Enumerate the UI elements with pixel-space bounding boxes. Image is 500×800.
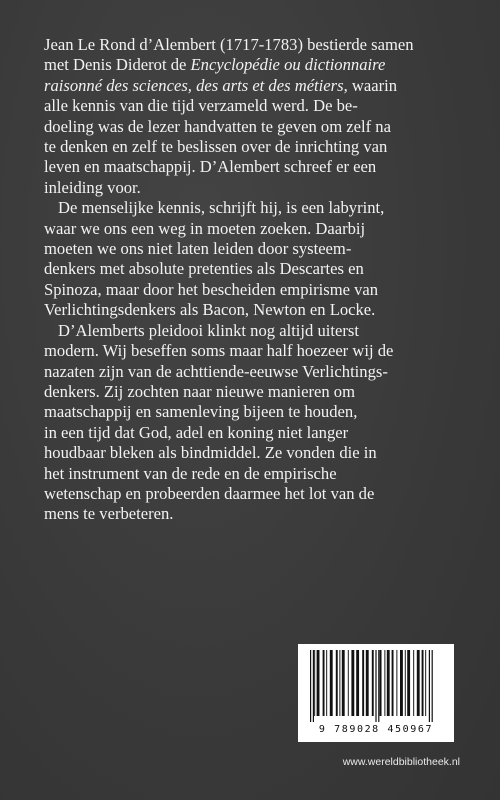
barcode-bar [310,650,311,722]
isbn-digits: 9 789028 450967 [318,724,434,735]
blurb-paragraph-2 [44,198,464,320]
publisher-website: www.wereldbibliotheek.nl [342,756,460,768]
blurb-line: moeten we ons niet laten leiden door systeem- [44,239,352,259]
barcode-bar [317,650,320,716]
blurb-line: Verlichtingsdenkers als Bacon, Newton en Locke. [44,300,376,320]
barcode-bar [356,650,359,716]
barcode-bar [313,650,314,722]
barcode-bar [323,650,325,716]
blurb-line: doeling was de lezer handvatten te geven om zelf na [44,116,391,136]
barcode-bar [392,650,394,716]
blurb-paragraph-3 [44,321,464,525]
book-title-italic: Encyclopédie ou dictionnaire [190,55,386,75]
blurb-line: nazaten zijn van de achttiende-eeuwse Verlichtings- [44,361,388,381]
barcode-bar [314,650,315,716]
barcode-bar [362,650,364,716]
barcode-bar [432,650,433,722]
barcode-bar [407,650,410,716]
barcode-bar [348,650,349,716]
blurb-line: waar we ons een weg in moeten zoeken. Daarbij [44,218,366,238]
barcode-bar [429,650,430,722]
book-title-italic: raisonné des sciences, des arts et des métiers [44,75,344,95]
blurb-line: wetenschap en probeerden daarmee het lot van de [44,483,375,503]
blurb-line: Spinoza, maar door het bescheiden empirisme van [44,279,379,299]
barcode-bar [422,650,424,716]
blurb-line: het instrument van de rede en de empirische [44,463,337,483]
blurb-line: Jean Le Rond d’Alembert (1717-1783) bestierde samen [44,35,414,54]
blurb-line: leven en maatschappij. D’Alembert schreef er een [44,157,377,177]
barcode-bar [326,650,327,716]
barcode-bar [372,650,374,716]
barcode-bar [366,650,369,716]
blurb-line: D’Alemberts pleidooi klinkt nog altijd uiterst [58,320,359,340]
barcode-bar [384,650,385,716]
blurb-line-part: met Denis Diderot de [44,55,191,75]
barcode-bar [378,650,379,722]
blurb-line-part: , waarin [343,75,398,95]
barcode-bar [351,650,354,716]
barcode-bar [396,650,397,716]
barcode-bar [336,650,338,716]
barcode-bar [342,650,345,716]
blurb-line: mens te verbeteren. [44,504,174,524]
barcode-bar [405,650,406,716]
blurb-line [44,55,464,75]
barcode-bar [330,650,333,716]
blurb-line: De menselijke kennis, schrijft hij, is een labyrint, [58,198,385,218]
barcode-bar [380,650,382,716]
barcode-bar [425,650,426,716]
blurb-line: denkers met absolute pretenties als Descartes en [44,259,364,279]
barcode-bar [400,650,403,716]
barcode-bar [417,650,420,716]
blurb-paragraph-1 [44,35,464,198]
blurb-text [44,35,464,525]
blurb-line: te denken en zelf te beslissen over de inrichting van [44,137,388,157]
barcode-bar [387,650,390,716]
barcode-bar [413,650,414,716]
blurb-line: modern. Wij beseffen soms maar half hoezeer wij de [44,341,394,361]
blurb-line [44,76,464,96]
blurb-line: maatschappij en samenleving bijeen te houden, [44,402,358,422]
blurb-line: alle kennis van die tijd verzameld werd. De be- [44,96,358,116]
blurb-line: houdbaar bleken als bindmiddel. Ze vonden die in [44,443,377,463]
isbn-barcode [298,644,454,742]
barcode-bar [339,650,340,716]
blurb-line: inleiding voor. [44,177,141,197]
blurb-line: in een tijd dat God, adel en koning niet langer [44,422,349,442]
barcode-bar [375,650,376,722]
blurb-line: denkers. Zij zochten naar nieuwe manieren om [44,381,356,401]
barcode-bars [304,650,448,722]
